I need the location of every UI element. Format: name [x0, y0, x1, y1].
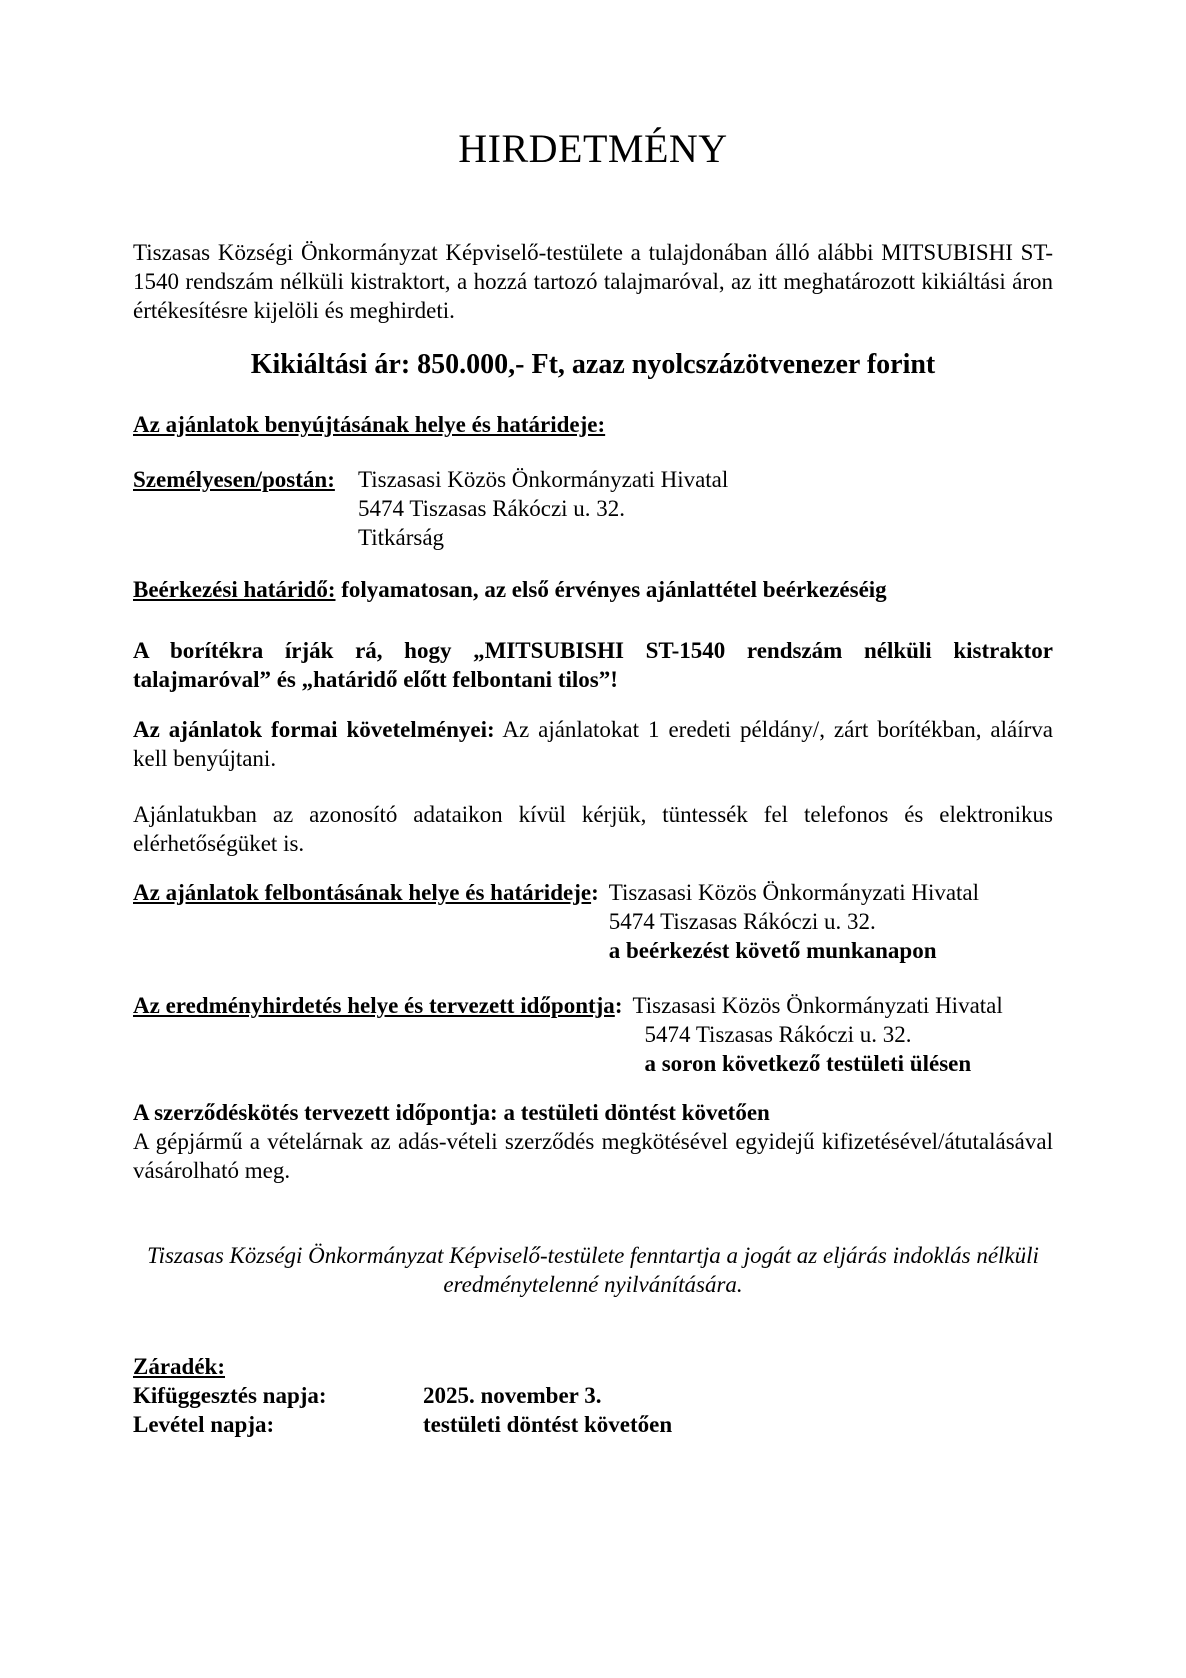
- removal-date-value: testületi döntést követően: [423, 1412, 673, 1437]
- deadline-value: folyamatosan, az első érvényes ajánlattétel beérkezéséig: [341, 577, 887, 602]
- opening-label-colon: :: [591, 880, 599, 905]
- submission-address-block: [133, 465, 1053, 552]
- formal-requirements: [133, 715, 1053, 773]
- opening-line-2: 5474 Tiszasas Rákóczi u. 32.: [608, 909, 876, 934]
- submission-address-line-1: Tiszasasi Közös Önkormányzati Hivatal: [358, 467, 729, 492]
- results-label: [133, 991, 622, 1020]
- posting-date-label: Kifüggesztés napja:: [133, 1383, 327, 1408]
- intro-paragraph: Tiszasas Községi Önkormányzat Képviselő-testülete a tulajdonában álló alábbi MITSUBISHI ST-1540 rendszám nélküli kistraktort, a hozzá tartozó talajmaróval, az itt meghatározott kikiáltási áron értékesítésre kijelöli és meghirdeti.: [133, 240, 1053, 323]
- contract-paragraph: A gépjármű a vételárnak az adás-vételi szerződés megkötésével egyidejű kifizetésével/átutalásával vásárolható meg.: [133, 1129, 1053, 1183]
- results-line-1: Tiszasasi Közös Önkormányzati Hivatal: [632, 993, 1003, 1018]
- opening-label-text: Az ajánlatok felbontásának helye és határideje: [133, 880, 592, 905]
- submission-address-line-3: Titkárság: [358, 525, 445, 550]
- deadline-line: [133, 575, 1053, 604]
- in-person-label-text: Személyesen/postán:: [133, 467, 335, 492]
- contract-block: [133, 1098, 1053, 1185]
- formal-requirements-label: Az ajánlatok formai követelményei:: [133, 717, 495, 742]
- opening-time-line: a beérkezést követő munkanapon: [608, 938, 937, 963]
- posting-date-row: [133, 1381, 1053, 1410]
- reservation-note: Tiszasas Községi Önkormányzat Képviselő-testülete fenntartja a jogát az eljárás indoklás nélküli eredménytelenné nyilvánítására.: [147, 1243, 1039, 1297]
- posting-date-value: 2025. november 3.: [423, 1383, 602, 1408]
- formal-requirements-value: Az ajánlatokat 1 eredeti példány/, zárt borítékban, aláírva kell benyújtani.: [133, 717, 1053, 771]
- results-label-colon: :: [614, 993, 623, 1018]
- closing-heading: [133, 1352, 1053, 1381]
- contract-date-line: A szerződéskötés tervezett időpontja: a testületi döntést követően: [133, 1100, 770, 1125]
- opening-block: [133, 878, 1053, 965]
- submission-address: [358, 465, 1053, 552]
- opening-line-1: Tiszasasi Közös Önkormányzati Hivatal: [608, 880, 980, 905]
- closing-block: [133, 1352, 1053, 1439]
- opening-label: [133, 878, 599, 907]
- in-person-label: [133, 465, 348, 494]
- opening-details: [609, 878, 1053, 965]
- submission-address-line-2: 5474 Tiszasas Rákóczi u. 32.: [358, 496, 626, 521]
- document-title: HIRDETMÉNY: [458, 126, 728, 171]
- results-details: [632, 991, 1053, 1078]
- deadline-label: Beérkezési határidő:: [133, 577, 336, 602]
- envelope-note: A borítékra írják rá, hogy „MITSUBISHI ST-1540 rendszám nélküli kistraktor talajmaróval” és „határidő előtt felbontani tilos”!: [133, 638, 1053, 692]
- results-time-line: a soron következő testületi ülésen: [644, 1051, 972, 1076]
- contact-note: Ajánlatukban az azonosító adataikon kívül kérjük, tüntessék fel telefonos és elektronikus elérhetőségüket is.: [133, 802, 1053, 856]
- results-block: [133, 991, 1053, 1078]
- removal-date-label: Levétel napja:: [133, 1412, 275, 1437]
- removal-date-row: [133, 1410, 1053, 1439]
- submission-heading: [133, 410, 1053, 439]
- closing-heading-text: Záradék:: [133, 1354, 225, 1379]
- results-line-2: 5474 Tiszasas Rákóczi u. 32.: [644, 1022, 912, 1047]
- submission-heading-text: Az ajánlatok benyújtásának helye és határideje:: [133, 412, 606, 437]
- starting-price-line: Kikiáltási ár: 850.000,- Ft, azaz nyolcszázötvenezer forint: [250, 349, 936, 380]
- results-label-text: Az eredményhirdetés helye és tervezett időpontja: [133, 993, 615, 1018]
